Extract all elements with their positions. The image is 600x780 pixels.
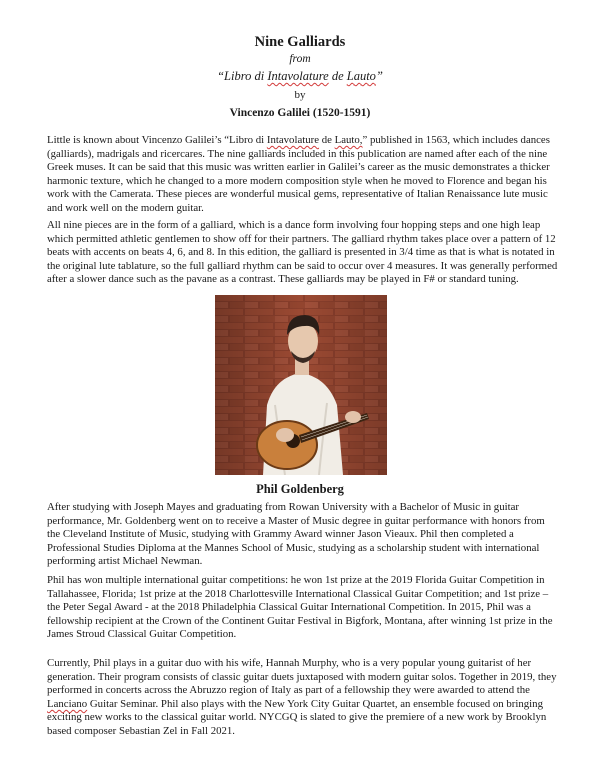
spellcheck-word-lauto: Lauto,	[334, 134, 363, 146]
text-run: Guitar Seminar. Phil also plays with the New York City Guitar Quartet, an ensemble focused on bringing exciting new works to the classical guitar world. NYCGQ is slated to give the premiere of a new work by Brooklyn based composer Sebastian Zel in Fall 2021.	[47, 697, 547, 737]
intro-paragraph-2: All nine pieces are in the form of a galliard, which is a dance form involving four hopping steps and one high leap which permitted athletic gentlemen to show off for their partners. The galliard rhythm takes place over a pattern of 12 beats with accents on beats 4, 6, and 8. In this edition, the galliard is presented in 3/4 time as that is what is notated in the original lute tablature, so the full galliard rhythm can be said to occur over 4 measures. It was generally performed after a slower dance such as the pavane as a contrast. These galliards may be played in F# or standard tuning.	[47, 219, 558, 286]
spellcheck-word-intavolature: Intavolature	[267, 69, 329, 83]
quote-open: “	[217, 69, 225, 83]
text-run: Little is known about Vincenzo Galilei’s “Libro di	[47, 134, 267, 146]
from-label: from	[289, 53, 311, 65]
performer-photo	[215, 295, 387, 475]
text-run: de	[319, 134, 335, 146]
spellcheck-word-lanciano: Lanciano	[47, 697, 88, 710]
guitarist-photo-image	[215, 295, 387, 475]
intro-paragraph-1	[47, 134, 559, 216]
photo-caption: Phil Goldenberg	[256, 482, 344, 496]
composer-name: Vincenzo Galilei (1520-1591)	[229, 107, 371, 119]
page-title: Nine Galliards	[254, 34, 346, 50]
work-title-part: de	[328, 69, 347, 83]
work-title-part: Libro di	[224, 69, 268, 83]
text-run: Currently, Phil plays in a guitar duo with his wife, Hannah Murphy, who is a very popular young guitarist of her generation. Their program consists of classic guitar duets juxtaposed with modern guitar solos. Together in 2019, they performed in concerts across the Abruzzo region of Italy as part of a fellowship they were awarded to attend the	[47, 657, 557, 697]
work-subtitle	[0, 68, 600, 84]
quote-close: ”	[375, 69, 383, 83]
spellcheck-word-lauto: Lauto	[346, 69, 376, 83]
bio-paragraph-1: After studying with Joseph Mayes and graduating from Rowan University with a Bachelor of Music in guitar performance, Mr. Goldenberg went on to receive a Master of Music degree in guitar performance with honors from the Cleveland Institute of Music, studying with Grammy Award winner Jason Vieaux. Phil then completed a Professional Studies Diploma at the Mannes School of Music, studying as a scholarship student with international performing artist Michael Newman.	[47, 501, 545, 568]
bio-paragraph-3	[47, 657, 559, 739]
spellcheck-word-intavolature: Intavolature	[266, 134, 320, 146]
by-label: by	[294, 89, 306, 101]
bio-paragraph-2: Phil has won multiple international guitar competitions: he won 1st prize at the 2019 Florida Guitar Competition in Tallahassee, Florida; 1st prize at the 2018 Charlottesville International Classical Guitar Competition; and 1st prize – the Peter Segal Award - at the 2018 Philadelphia Classical Guitar International Competition. In 2015, Phil was a fellowship recipient at the Crown of the Continent Guitar Festival in Bigfork, Montana, after winning 1st prize in the James Stroud Classical Guitar Competition.	[47, 574, 553, 641]
text-run: ” published in 1563, which includes dances (galliards), madrigals and ricercares. The nine galliards included in this publication are named after each of the nine Greek muses. It can be said that this music was written earlier in Galilei’s career as the music demonstrates a thicker harmonic texture, which he changed to a more modern composition style when he moved to Florence and began his work with the Camerata. These pieces are wonderful musical gems, representative of Italian Renaissance lute music and work well on the modern guitar.	[47, 134, 550, 214]
